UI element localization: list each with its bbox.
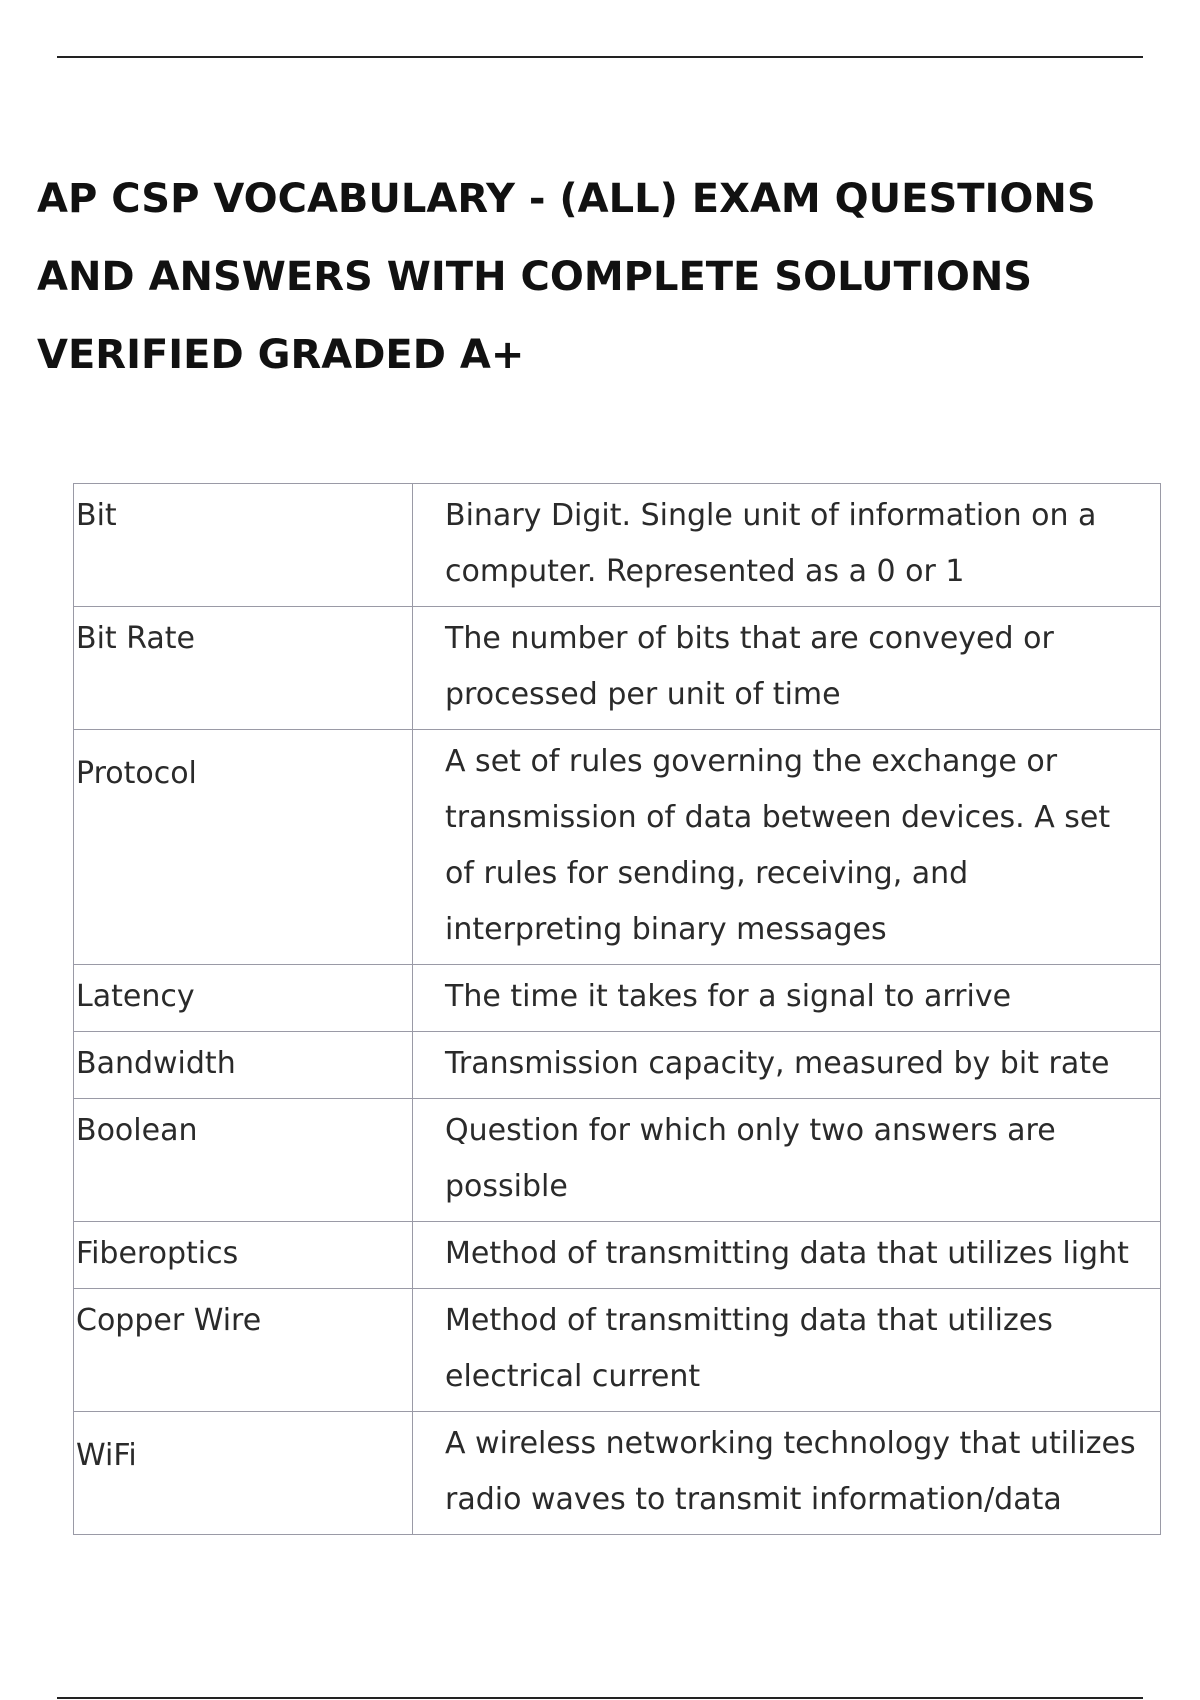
definition-cell: Question for which only two answers are possible <box>413 1099 1161 1222</box>
header-rule <box>57 56 1143 58</box>
term-cell: Bit <box>74 484 413 607</box>
table-row <box>74 484 1161 607</box>
definition-cell: The number of bits that are conveyed or processed per unit of time <box>413 607 1161 730</box>
footer-rule <box>57 1697 1143 1699</box>
definition-cell: The time it takes for a signal to arrive <box>413 965 1161 1032</box>
term-cell: Latency <box>74 965 413 1032</box>
definition-cell: Method of transmitting data that utilizes electrical current <box>413 1289 1161 1412</box>
term-cell: Protocol <box>74 730 413 965</box>
document-title: AP CSP VOCABULARY - (ALL) EXAM QUESTIONS AND ANSWERS WITH COMPLETE SOLUTIONS VERIFIED GRADED A+ <box>37 176 1096 378</box>
table-row <box>74 1412 1161 1535</box>
term-cell: Bit Rate <box>74 607 413 730</box>
vocabulary-table <box>73 483 1161 1535</box>
definition-cell: A wireless networking technology that utilizes radio waves to transmit information/data <box>413 1412 1161 1535</box>
definition-cell: Binary Digit. Single unit of information on a computer. Represented as a 0 or 1 <box>413 484 1161 607</box>
definition-cell: Method of transmitting data that utilizes light <box>413 1222 1161 1289</box>
term-cell: Bandwidth <box>74 1032 413 1099</box>
definition-cell: A set of rules governing the exchange or transmission of data between devices. A set of rules for sending, receiving, and interpreting binary messages <box>413 730 1161 965</box>
table-row <box>74 1289 1161 1412</box>
table-row <box>74 1222 1161 1289</box>
table-row <box>74 1032 1161 1099</box>
term-cell: Copper Wire <box>74 1289 413 1412</box>
table-row <box>74 1099 1161 1222</box>
term-cell: Boolean <box>74 1099 413 1222</box>
table-row <box>74 730 1161 965</box>
term-cell: WiFi <box>74 1412 413 1535</box>
table-row <box>74 965 1161 1032</box>
term-cell: Fiberoptics <box>74 1222 413 1289</box>
definition-cell: Transmission capacity, measured by bit rate <box>413 1032 1161 1099</box>
table-row <box>74 607 1161 730</box>
